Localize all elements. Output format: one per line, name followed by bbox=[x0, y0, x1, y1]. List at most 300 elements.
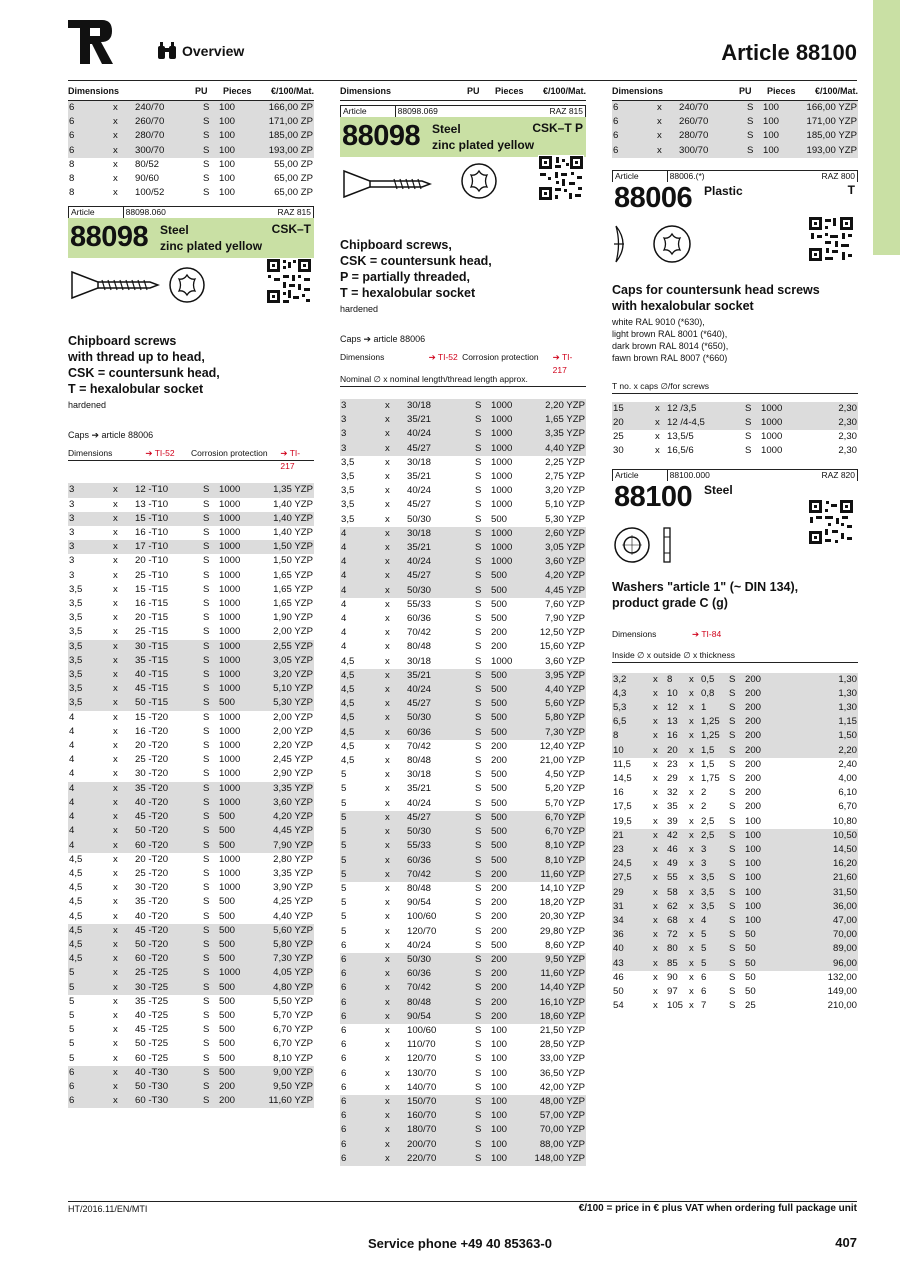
overview-link[interactable] bbox=[157, 42, 244, 60]
table-cell: 200 bbox=[491, 627, 508, 639]
table-cell: 5 bbox=[340, 868, 384, 882]
table-row bbox=[340, 754, 586, 768]
table-cell: 1,40 YZP bbox=[273, 498, 313, 510]
table-cell: x bbox=[652, 957, 666, 971]
table-cell: 200 bbox=[490, 981, 530, 995]
table-cell: 1000 bbox=[219, 598, 241, 610]
table-cell: 18,60 YZP bbox=[530, 1010, 586, 1024]
table-cell: 100 bbox=[491, 1067, 508, 1079]
table-cell: S bbox=[728, 701, 744, 715]
table-cell: 47,00 bbox=[796, 914, 858, 928]
table-cell: 45/27 bbox=[406, 811, 474, 825]
table-cell: x bbox=[385, 939, 390, 951]
table-cell: 28,50 YZP bbox=[539, 1039, 585, 1051]
table-cell: x bbox=[688, 729, 700, 743]
table-cell: S bbox=[744, 416, 760, 430]
table-row bbox=[340, 740, 586, 754]
table-cell: S bbox=[474, 1152, 490, 1166]
table-cell: 90 bbox=[667, 971, 678, 983]
caps-link[interactable]: Caps ➔ article 88006 bbox=[68, 430, 154, 441]
table-cell: 21,00 YZP bbox=[539, 755, 585, 767]
table-cell: x bbox=[112, 1094, 134, 1108]
table-row bbox=[340, 399, 586, 413]
table-row bbox=[68, 938, 314, 952]
binoculars-icon bbox=[157, 42, 177, 60]
table-cell: 1000 bbox=[219, 882, 241, 894]
table-cell: 4 bbox=[340, 541, 384, 555]
table-cell: x bbox=[688, 843, 700, 857]
table-cell: x bbox=[385, 513, 390, 525]
table-cell: S bbox=[474, 1138, 490, 1152]
table-cell: x bbox=[112, 952, 134, 966]
table-cell: 24,5 bbox=[612, 857, 652, 871]
table-cell: x bbox=[689, 801, 694, 813]
table-cell: 35/21 bbox=[407, 471, 432, 483]
table-cell: x bbox=[384, 1095, 406, 1109]
table-cell: x bbox=[385, 925, 390, 937]
table-cell: x bbox=[113, 498, 118, 510]
table-cell: x bbox=[112, 938, 134, 952]
table-cell: 3,5 bbox=[341, 485, 355, 497]
table-cell: 1000 bbox=[219, 583, 241, 595]
table-cell: 2,75 YZP bbox=[545, 471, 585, 483]
table-cell: 40 -T20 bbox=[135, 910, 169, 922]
table-cell: S bbox=[475, 485, 482, 497]
table-cell: 5,30 YZP bbox=[258, 696, 314, 710]
table-cell: 5 bbox=[341, 911, 347, 923]
table-cell: 4,5 bbox=[68, 924, 112, 938]
table-cell: x bbox=[113, 583, 118, 595]
table-cell: 5,80 YZP bbox=[530, 711, 586, 725]
torx-head-icon bbox=[168, 266, 206, 304]
article-number: 88100 bbox=[614, 480, 693, 513]
table-cell: 171,00 ZP bbox=[258, 115, 314, 129]
table-row bbox=[68, 810, 314, 824]
table-cell: 62 bbox=[666, 900, 688, 914]
table-cell: 8 bbox=[612, 729, 652, 743]
table-cell: 3,5 bbox=[341, 456, 355, 468]
table-cell: 500 bbox=[490, 569, 530, 583]
table-cell: S bbox=[203, 711, 210, 723]
table-header: Dimensions PU Pieces €/100/Mat. bbox=[68, 86, 314, 101]
table-cell: x bbox=[653, 787, 658, 799]
table-cell: 40/24 bbox=[407, 797, 432, 809]
table-cell: 40 bbox=[612, 942, 652, 956]
article-number: 88098 bbox=[342, 120, 421, 152]
table-cell: 6 bbox=[340, 996, 384, 1010]
table-cell: 1,35 YZP bbox=[258, 483, 314, 497]
table-cell: 25 -T25 bbox=[134, 966, 202, 980]
table-cell: 42 bbox=[666, 829, 688, 843]
table-cell: 60 -T20 bbox=[134, 839, 202, 853]
table-cell: 2 bbox=[701, 787, 707, 799]
table-cell: 55/33 bbox=[407, 598, 432, 610]
table-cell: 60 -T20 bbox=[134, 952, 202, 966]
table-row bbox=[68, 640, 314, 654]
table-cell: x bbox=[384, 427, 406, 441]
table-cell: x bbox=[113, 853, 118, 865]
table-cell: 0,5 bbox=[700, 673, 728, 687]
table-cell: 5 bbox=[341, 925, 347, 937]
table-row bbox=[68, 101, 314, 115]
table-row bbox=[68, 1023, 314, 1037]
table-cell: 200 bbox=[491, 740, 508, 752]
table-cell: 200 bbox=[745, 773, 762, 785]
table-cell: S bbox=[202, 924, 218, 938]
table-cell: 3 bbox=[700, 843, 728, 857]
table-cell: x bbox=[113, 995, 118, 1007]
table-cell: x bbox=[385, 641, 390, 653]
table-cell: 200 bbox=[491, 911, 508, 923]
table-cell: x bbox=[656, 144, 678, 158]
table-cell: 8,10 YZP bbox=[530, 854, 586, 868]
table-cell: 30 -T20 bbox=[135, 882, 169, 894]
ti-52-link[interactable]: ➔ TI-52 bbox=[428, 352, 458, 362]
table-cell: x bbox=[385, 627, 390, 639]
table-cell: x bbox=[385, 1081, 390, 1093]
table-cell: x bbox=[652, 829, 666, 843]
table-cell: x bbox=[688, 829, 700, 843]
table-row bbox=[68, 853, 314, 867]
table-cell: S bbox=[203, 910, 210, 922]
table-cell: 25 bbox=[745, 1000, 756, 1012]
table-cell: S bbox=[202, 1094, 218, 1108]
table-cell: 500 bbox=[490, 839, 530, 853]
table-cell: 90/60 bbox=[135, 173, 160, 185]
table-cell: 3,5 bbox=[69, 626, 83, 638]
table-cell: 5 bbox=[69, 1009, 75, 1021]
table-cell: S bbox=[203, 555, 210, 567]
table-cell: 30/18 bbox=[406, 399, 474, 413]
table-row bbox=[340, 612, 586, 626]
table-row bbox=[68, 512, 314, 526]
table-cell: x bbox=[385, 1039, 390, 1051]
table-cell: 6 bbox=[340, 1095, 384, 1109]
table-cell: 500 bbox=[490, 825, 530, 839]
table-row bbox=[612, 144, 858, 158]
table-cell: 16 bbox=[613, 787, 624, 799]
table-cell: 4,5 bbox=[340, 726, 384, 740]
table-row bbox=[340, 1010, 586, 1024]
table-cell: 1,40 YZP bbox=[273, 527, 313, 539]
table-cell: 3 bbox=[340, 413, 384, 427]
table-cell: S bbox=[203, 569, 210, 581]
table-cell: 16 -T15 bbox=[135, 598, 169, 610]
table-cell: S bbox=[203, 173, 210, 185]
table-cell: 1,5 bbox=[700, 744, 728, 758]
table-cell: 166,00 ZP bbox=[258, 101, 314, 115]
table-cell: 100 bbox=[218, 129, 258, 143]
table-cell: x bbox=[652, 886, 666, 900]
table-cell: 46 bbox=[613, 971, 624, 983]
table-cell: 58 bbox=[666, 886, 688, 900]
table-cell: 1,65 YZP bbox=[530, 413, 586, 427]
table-cell: S bbox=[475, 471, 482, 483]
table-cell: 85 bbox=[666, 957, 688, 971]
table-row bbox=[68, 483, 314, 497]
table-row bbox=[68, 597, 314, 611]
table-cell: x bbox=[112, 839, 134, 853]
column-3 bbox=[612, 86, 858, 1014]
table-row bbox=[68, 966, 314, 980]
table-cell: 1 bbox=[700, 701, 728, 715]
table-cell: 200 bbox=[490, 967, 530, 981]
table-cell: 65,00 ZP bbox=[274, 187, 313, 199]
table-cell: 2,25 YZP bbox=[545, 456, 585, 468]
table-cell: 4,5 bbox=[69, 910, 83, 922]
table-cell: 3 bbox=[700, 857, 728, 871]
table-row bbox=[612, 673, 858, 687]
table-cell: 3,5 bbox=[68, 682, 112, 696]
footer-code: HT/2016.11/EN/MTI bbox=[68, 1204, 148, 1214]
table-cell: S bbox=[202, 1080, 218, 1094]
table-cell: 2,40 bbox=[838, 758, 857, 770]
article-material: Steel bbox=[704, 482, 733, 497]
table-cell: x bbox=[112, 115, 134, 129]
table-cell: x bbox=[384, 868, 406, 882]
table-cell: S bbox=[474, 399, 490, 413]
table-cell: S bbox=[475, 456, 482, 468]
article-number: 88098 bbox=[70, 221, 149, 254]
table-cell: 32 bbox=[667, 787, 678, 799]
table-cell: 40 -T25 bbox=[135, 1009, 169, 1021]
article-code: CSK–T bbox=[271, 222, 311, 237]
table-cell: x bbox=[655, 431, 660, 443]
table-cell: x bbox=[113, 187, 118, 199]
table-cell: S bbox=[475, 939, 482, 951]
table-cell: 35 -T20 bbox=[135, 896, 169, 908]
table-cell: 500 bbox=[490, 726, 530, 740]
table-cell: S bbox=[475, 911, 482, 923]
table-cell: 1000 bbox=[761, 431, 783, 443]
table-row bbox=[612, 985, 858, 999]
table-cell: 200 bbox=[218, 1094, 258, 1108]
table-row bbox=[68, 739, 314, 753]
table-cell: 3 bbox=[69, 527, 75, 539]
table-cell: 5 bbox=[340, 839, 384, 853]
table-cell: 5 bbox=[69, 995, 75, 1007]
table-row bbox=[340, 1095, 586, 1109]
table-cell: x bbox=[688, 857, 700, 871]
table-cell: S bbox=[729, 1000, 736, 1012]
table-cell: 21,60 bbox=[796, 871, 858, 885]
service-phone[interactable]: Service phone +49 40 85363-0 bbox=[343, 1233, 552, 1253]
table-cell: 89,00 bbox=[796, 942, 858, 956]
table-cell: 500 bbox=[490, 854, 530, 868]
table-cell: x bbox=[652, 744, 666, 758]
table-cell: 3 bbox=[69, 498, 75, 510]
table-cell: 70,00 YZP bbox=[530, 1123, 586, 1137]
table-cell: 500 bbox=[490, 683, 530, 697]
table-cell: x bbox=[653, 1000, 658, 1012]
table-cell: 1000 bbox=[490, 399, 530, 413]
page-number: 407 bbox=[835, 1235, 857, 1250]
table-cell: 15 -T20 bbox=[135, 711, 169, 723]
table-cell: 60/36 bbox=[406, 967, 474, 981]
table-row bbox=[612, 687, 858, 701]
table-cell: 193,00 ZP bbox=[258, 144, 314, 158]
table-row bbox=[68, 158, 314, 172]
table-row bbox=[68, 796, 314, 810]
table-cell: 300/70 bbox=[134, 144, 202, 158]
table-cell: 200 bbox=[490, 996, 530, 1010]
table-row bbox=[340, 669, 586, 683]
table-cell: 3,60 YZP bbox=[545, 655, 585, 667]
table-row bbox=[340, 655, 586, 669]
table-cell: 4,5 bbox=[341, 740, 355, 752]
table-cell: 11,60 YZP bbox=[530, 967, 586, 981]
table-cell: 3 bbox=[68, 540, 112, 554]
table-cell: S bbox=[728, 942, 744, 956]
table-cell: x bbox=[688, 871, 700, 885]
ti-217-link[interactable]: ➔ TI-217 bbox=[280, 448, 301, 472]
table-cell: x bbox=[112, 682, 134, 696]
table-cell: S bbox=[203, 1052, 210, 1064]
table-cell: x bbox=[385, 456, 390, 468]
table-cell: 100 bbox=[218, 144, 258, 158]
table-cell: 6 bbox=[612, 144, 656, 158]
table-cell: x bbox=[112, 483, 134, 497]
table-cell: S bbox=[744, 402, 760, 416]
table-row bbox=[68, 895, 314, 909]
table-cell: 29 bbox=[667, 773, 678, 785]
table-cell: x bbox=[385, 1024, 390, 1036]
table-cell: x bbox=[653, 971, 658, 983]
table-cell: 120/70 bbox=[407, 925, 437, 937]
table-cell: 50 -T25 bbox=[135, 1038, 169, 1050]
caps-link[interactable]: Caps ➔ article 88006 bbox=[340, 334, 426, 344]
table-cell: x bbox=[385, 613, 390, 625]
table-row bbox=[68, 1066, 314, 1080]
table-cell: x bbox=[385, 598, 390, 610]
table-cell: 1000 bbox=[218, 540, 258, 554]
table-cell: S bbox=[474, 683, 490, 697]
table-cell: 200 bbox=[491, 925, 508, 937]
table-cell: S bbox=[745, 445, 752, 457]
reference-row: Dimensions ➔ TI-52 Corrosion protection ➔ TI-217 bbox=[340, 351, 586, 365]
table-cell: x bbox=[653, 773, 658, 785]
table-cell: 6 bbox=[68, 1094, 112, 1108]
table-cell: S bbox=[474, 811, 490, 825]
table-cell: 80/48 bbox=[407, 755, 432, 767]
qr-code-icon bbox=[808, 216, 854, 262]
table-cell: 6 bbox=[612, 101, 656, 115]
table-cell: 1000 bbox=[219, 725, 241, 737]
table-row bbox=[340, 825, 586, 839]
table-cell: 1,30 bbox=[796, 701, 858, 715]
table-cell: S bbox=[202, 682, 218, 696]
table-cell: S bbox=[475, 740, 482, 752]
table-cell: 6 bbox=[340, 981, 384, 995]
table-cell: 1000 bbox=[491, 471, 513, 483]
table-row bbox=[340, 498, 586, 512]
table-row bbox=[68, 498, 314, 512]
table-cell: 240/70 bbox=[678, 101, 746, 115]
table-cell: x bbox=[113, 173, 118, 185]
table-cell: 46 bbox=[666, 843, 688, 857]
table-row bbox=[68, 583, 314, 597]
table-cell: 166,00 YZP bbox=[802, 101, 858, 115]
table-cell: S bbox=[474, 541, 490, 555]
table-cell: x bbox=[113, 555, 118, 567]
section-tab bbox=[873, 0, 900, 255]
table-cell: 100 bbox=[219, 173, 236, 185]
table-cell: 100 bbox=[744, 857, 796, 871]
table-row bbox=[68, 554, 314, 568]
table-cell: 1,65 YZP bbox=[273, 569, 313, 581]
table-cell: 3,2 bbox=[612, 673, 652, 687]
table-cell: S bbox=[475, 499, 482, 511]
table-cell: 12 /3,5 bbox=[666, 402, 744, 416]
table-row bbox=[340, 967, 586, 981]
table-cell: 4,40 YZP bbox=[530, 442, 586, 456]
table-cell: S bbox=[202, 952, 218, 966]
table-cell: x bbox=[688, 687, 700, 701]
table-cell: 3,35 YZP bbox=[530, 427, 586, 441]
table-cell: x bbox=[652, 942, 666, 956]
table-cell: 1000 bbox=[491, 655, 513, 667]
table-cell: x bbox=[384, 669, 406, 683]
ti-84-link[interactable]: ➔ TI-84 bbox=[692, 628, 722, 639]
table-row bbox=[68, 1094, 314, 1108]
table-cell: 5,50 YZP bbox=[273, 995, 313, 1007]
table-cell: x bbox=[652, 687, 666, 701]
table-row bbox=[68, 1009, 314, 1023]
table-cell: 4,5 bbox=[68, 938, 112, 952]
table-cell: S bbox=[203, 187, 210, 199]
table-cell: S bbox=[728, 843, 744, 857]
table-row bbox=[68, 1052, 314, 1066]
table-cell: x bbox=[113, 1009, 118, 1021]
table-cell: 23 bbox=[667, 758, 678, 770]
table-row bbox=[612, 758, 858, 772]
table-cell: 4,20 YZP bbox=[530, 569, 586, 583]
table-cell: x bbox=[112, 1080, 134, 1094]
table-cell: S bbox=[475, 769, 482, 781]
table-cell: 100 bbox=[491, 1053, 508, 1065]
table-cell: x bbox=[689, 815, 694, 827]
table-cell: 35 -T25 bbox=[135, 995, 169, 1007]
table-cell: 3 bbox=[69, 555, 75, 567]
screw-drawing-icon bbox=[342, 169, 432, 199]
table-cell: 97 bbox=[667, 986, 678, 998]
table-cell: S bbox=[475, 613, 482, 625]
table-cell: x bbox=[113, 626, 118, 638]
table-cell: S bbox=[202, 938, 218, 952]
ti-52-link[interactable]: ➔ TI-52 bbox=[145, 448, 175, 459]
table-cell: 140/70 bbox=[407, 1081, 437, 1093]
table-cell: 120/70 bbox=[407, 1053, 437, 1065]
table-cell: 4 bbox=[68, 810, 112, 824]
table-row bbox=[340, 555, 586, 569]
ti-217-link[interactable]: ➔ TI-217 bbox=[552, 352, 573, 375]
table-row bbox=[612, 115, 858, 129]
table-row bbox=[340, 484, 586, 498]
table-cell: 100 bbox=[219, 158, 236, 170]
table-cell: 50 bbox=[745, 986, 756, 998]
table-row bbox=[68, 172, 314, 186]
table-cell: x bbox=[384, 413, 406, 427]
table-cell: 4,5 bbox=[69, 867, 83, 879]
table-cell: 5 bbox=[341, 783, 347, 795]
table-cell: 8,60 YZP bbox=[545, 939, 585, 951]
table-row bbox=[612, 701, 858, 715]
table-cell: 4 bbox=[69, 711, 75, 723]
table-row bbox=[340, 996, 586, 1010]
table-row bbox=[612, 800, 858, 814]
table-cell: x bbox=[113, 598, 118, 610]
table-cell: 500 bbox=[219, 1024, 236, 1036]
